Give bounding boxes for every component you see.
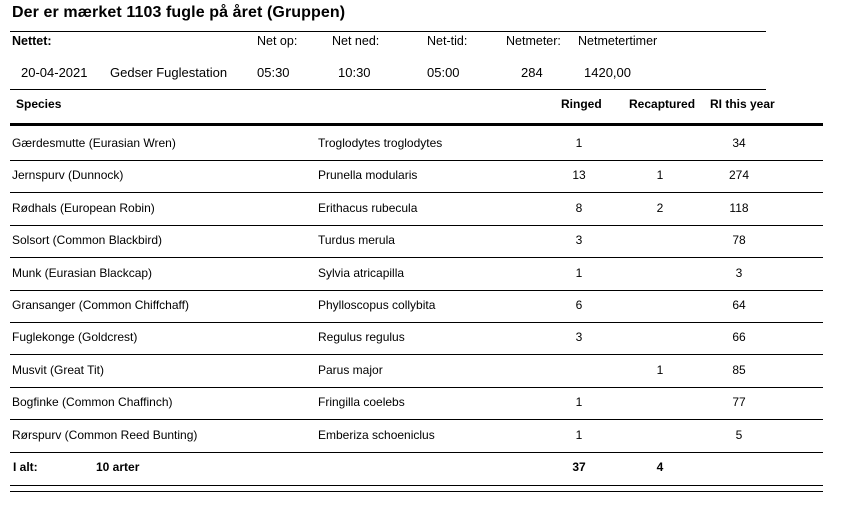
net-time-value: 05:00	[427, 65, 460, 80]
header-bottom-rule	[10, 89, 766, 90]
totals-bottom-rule	[10, 485, 823, 486]
ri-this-year-count: 66	[732, 330, 746, 344]
species-name: Solsort (Common Blackbird)	[12, 233, 163, 247]
ringed-count: 1	[575, 136, 583, 150]
row-separator	[10, 225, 823, 226]
species-name: Gransanger (Common Chiffchaff)	[12, 298, 189, 312]
species-latin-name: Phylloscopus collybita	[318, 298, 436, 312]
species-latin-name: Regulus regulus	[318, 330, 405, 344]
ri-this-year-count: 274	[728, 168, 750, 182]
species-name: Munk (Eurasian Blackcap)	[12, 266, 153, 280]
species-latin-name: Sylvia atricapilla	[318, 266, 405, 280]
row-separator	[10, 160, 823, 161]
species-name: Jernspurv (Dunnock)	[12, 168, 124, 182]
row-separator	[10, 192, 823, 193]
row-separator	[10, 322, 823, 323]
column-header-ri-this-year: RI this year	[710, 97, 775, 111]
ri-this-year-count: 5	[735, 428, 743, 442]
column-header-ringed: Ringed	[561, 97, 602, 111]
net-up-label: Net op:	[257, 34, 298, 48]
ri-this-year-count: 77	[732, 395, 746, 409]
ringed-count: 3	[575, 233, 583, 247]
total-recaptured: 4	[656, 460, 664, 474]
species-name: Rørspurv (Common Reed Bunting)	[12, 428, 198, 442]
net-meter-hours-value: 1420,00	[584, 65, 631, 80]
row-separator	[10, 387, 823, 388]
species-latin-name: Troglodytes troglodytes	[318, 136, 443, 150]
row-separator	[10, 290, 823, 291]
species-name: Bogfinke (Common Chaffinch)	[12, 395, 173, 409]
species-latin-name: Fringilla coelebs	[318, 395, 405, 409]
total-label: I alt:	[13, 460, 38, 474]
net-down-label: Net ned:	[332, 34, 380, 48]
ri-this-year-count: 64	[732, 298, 746, 312]
recaptured-count: 1	[656, 363, 664, 377]
species-name: Fuglekonge (Goldcrest)	[12, 330, 138, 344]
ringed-count: 6	[575, 298, 583, 312]
ringed-count: 13	[572, 168, 586, 182]
ringed-count: 8	[575, 201, 583, 215]
recaptured-count: 1	[656, 168, 664, 182]
table-header-rule	[10, 123, 823, 126]
net-label: Nettet:	[12, 34, 52, 48]
total-ringed: 37	[572, 460, 586, 474]
row-separator	[10, 419, 823, 420]
row-separator	[10, 354, 823, 355]
ri-this-year-count: 118	[729, 201, 749, 215]
ringed-count: 1	[575, 428, 583, 442]
species-latin-name: Prunella modularis	[318, 168, 418, 182]
totals-double-rule	[10, 491, 823, 492]
net-meter-value: 284	[521, 65, 543, 80]
net-meter-label: Netmeter:	[506, 34, 561, 48]
net-meter-hours-label: Netmetertimer	[578, 34, 658, 48]
recaptured-count: 2	[656, 201, 664, 215]
species-latin-name: Turdus merula	[318, 233, 395, 247]
species-latin-name: Emberiza schoeniclus	[318, 428, 435, 442]
ringed-count: 3	[575, 330, 583, 344]
species-latin-name: Erithacus rubecula	[318, 201, 418, 215]
species-name: Musvit (Great Tit)	[12, 363, 105, 377]
column-header-species: Species	[16, 97, 62, 111]
species-latin-name: Parus major	[318, 363, 383, 377]
ri-this-year-count: 85	[732, 363, 746, 377]
net-down-value: 10:30	[338, 65, 371, 80]
species-name: Gærdesmutte (Eurasian Wren)	[12, 136, 176, 150]
ri-this-year-count: 3	[735, 266, 743, 280]
net-time-label: Net-tid:	[427, 34, 468, 48]
ringed-count: 1	[575, 266, 583, 280]
column-header-recaptured: Recaptured	[629, 97, 696, 111]
date-value: 20-04-2021	[21, 65, 88, 80]
report-title: Der er mærket 1103 fugle på året (Gruppen)	[12, 4, 346, 21]
ri-this-year-count: 34	[732, 136, 746, 150]
total-species-count: 10 arter	[96, 460, 140, 474]
header-top-rule	[10, 31, 766, 32]
row-separator	[10, 257, 823, 258]
station-value: Gedser Fuglestation	[110, 65, 228, 80]
row-separator	[10, 452, 823, 453]
ri-this-year-count: 78	[732, 233, 746, 247]
net-up-value: 05:30	[257, 65, 290, 80]
species-name: Rødhals (European Robin)	[12, 201, 155, 215]
ringed-count: 1	[575, 395, 583, 409]
